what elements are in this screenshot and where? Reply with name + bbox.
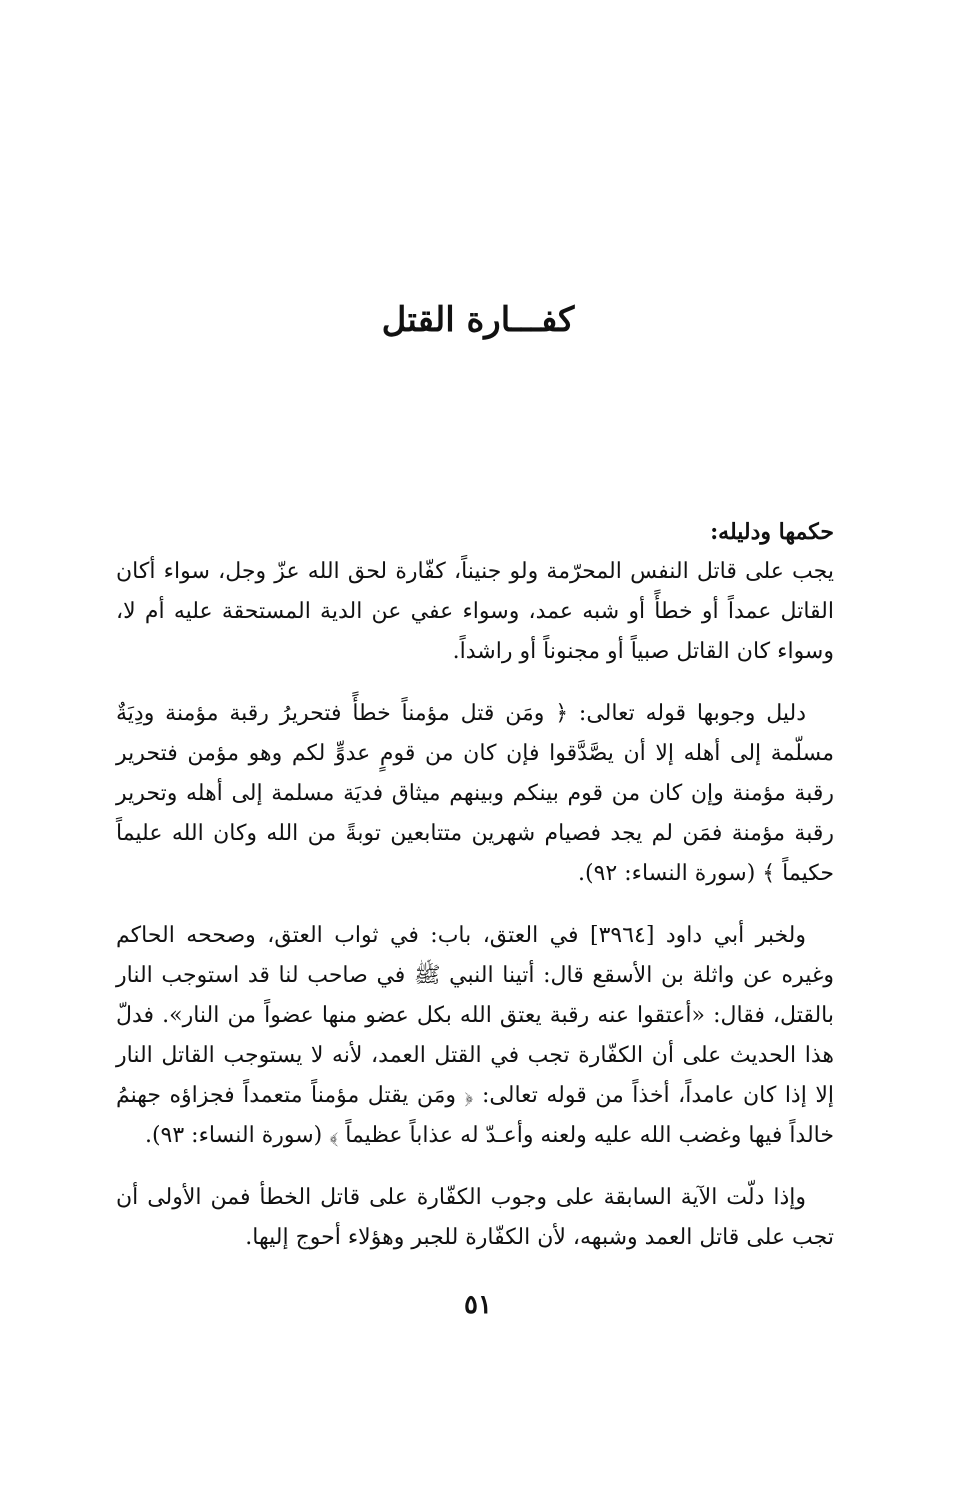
page-number: ٥١ bbox=[464, 1290, 492, 1320]
section-heading: حكمها ودليله: bbox=[710, 519, 834, 545]
paragraph-quran-evidence: دليل وجوبها قوله تعالى: ﴿ ومَن قتل مؤمناً خطأً فتحريرُ رقبة مؤمنة ودِيَةٌ مسلّمة إلى أهله إلا أن يصَّدَّقوا فإن كان من قومٍ عدوٍّ لكم وهو مؤمن فتحرير رقبة مؤمنة وإن كان من قوم بينكم وبينهم ميثاق فديَة مسلمة إلى أهله وتحرير رقبة مؤمنة فمَن لم يجد فصيام شهرين متتابعين توبةً من الله وكان الله عليماً حكيماً ﴾ (سورة النساء: ٩٢). bbox=[116, 701, 834, 886]
paragraph-hadith-evidence: ولخبر أبي داود [٣٩٦٤] في العتق، باب: في ثواب العتق، وصححه الحاكم وغيره عن واثلة بن الأسقع قال: أتينا النبي ﷺ في صاحب لنا قد استوجب النار بالقتل، فقال: «أعتقوا عنه رقبة يعتق الله بكل عضو منها عضواً من النار». فدلّ هذا الحديث على أن الكفّارة تجب في القتل العمد، لأنه لا يستوجب القاتل النار إلا إذا كان عامداً، أخذاً من قوله تعالى: ﴿ ومَن يقتل مؤمناً متعمداً فجزاؤه جهنمُ خالداً فيها وغضب الله عليه ولعنه وأعـدّ له عذاباً عظيماً ﴾ (سورة النساء: ٩٣). bbox=[116, 923, 834, 1148]
chapter-title: كفـــارة القتل bbox=[381, 300, 575, 340]
paragraph-conclusion: وإذا دلّت الآية السابقة على وجوب الكفّارة على قاتل الخطأ فمن الأولى أن تجب على قاتل العمد وشبهه، لأن الكفّارة للجبر وهؤلاء أحوج إليها. bbox=[116, 1185, 834, 1250]
body-text bbox=[116, 512, 834, 1280]
paragraph-ruling: يجب على قاتل النفس المحرّمة ولو جنيناً، كفّارة لحق الله عزّ وجل، سواء أكان القاتل عمداً أو خطأً أو شبه عمد، وسواء عفي عن الدية المستحقة عليه أم لا، وسواء كان القاتل صبياً أو مجنوناً أو راشداً. bbox=[116, 559, 834, 664]
